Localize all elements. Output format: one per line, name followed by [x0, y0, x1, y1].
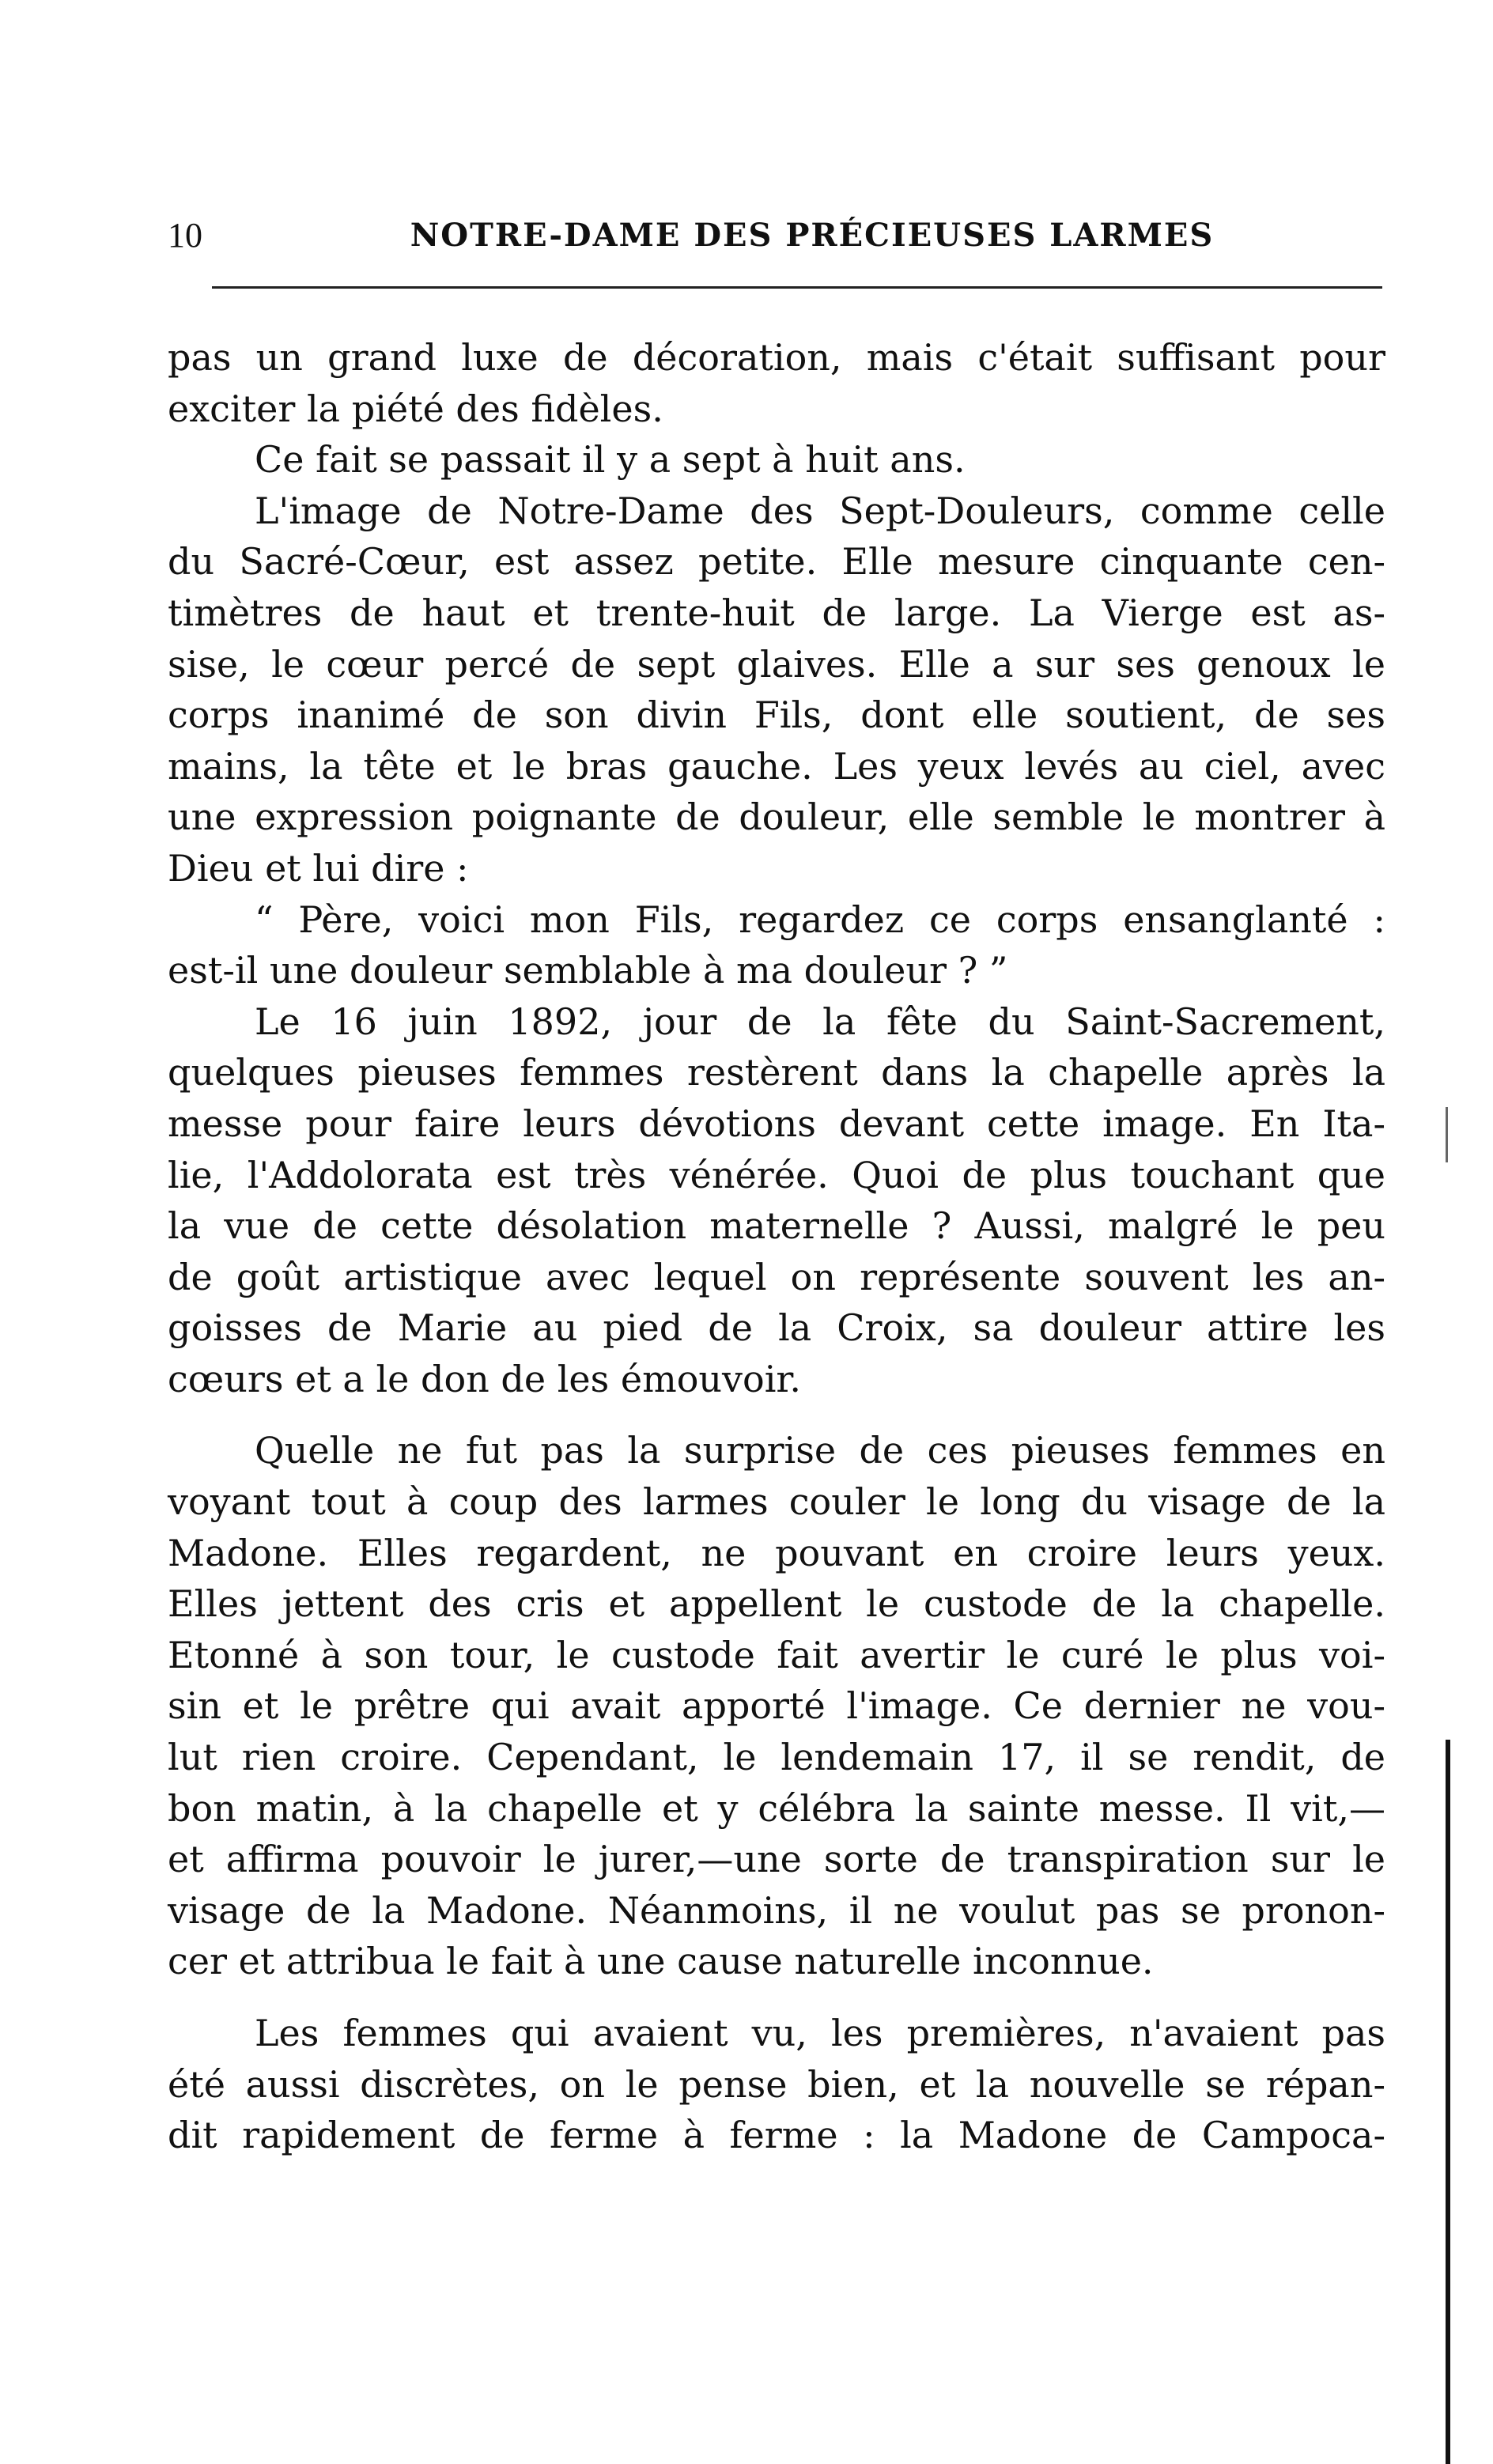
- text-line: bon matin, à la chapelle et y célébra la sainte messe. Il vit,—: [168, 1786, 1385, 1830]
- text-line: cer et attribua le fait à une cause naturelle inconnue.: [168, 1940, 1154, 1983]
- text-line: une expression poignante de douleur, elle semble le montrer à: [168, 796, 1385, 839]
- text-line: cœurs et a le don de les émouvoir.: [168, 1357, 801, 1400]
- text-line: lut rien croire. Cependant, le lendemain 17, il se rendit, de: [168, 1736, 1385, 1779]
- text-line: L'image de Notre-Dame des Sept-Douleurs, comme celle: [255, 489, 1385, 532]
- text-line: été aussi discrètes, on le pense bien, et la nouvelle se répan-: [168, 2062, 1385, 2106]
- text-line: voyant tout à coup des larmes couler le long du visage de la: [168, 1480, 1385, 1524]
- page-number: 10: [168, 215, 202, 255]
- text-line: mains, la tête et le bras gauche. Les yeux levés au ciel, avec: [168, 744, 1385, 788]
- text-line: pas un grand luxe de décoration, mais c'était suffisant pour: [168, 336, 1385, 379]
- text-line: “ Père, voici mon Fils, regardez ce corps ensanglanté :: [255, 898, 1385, 941]
- text-line: Dieu et lui dire :: [168, 846, 469, 890]
- text-line: quelques pieuses femmes restèrent dans la chapelle après la: [168, 1051, 1385, 1094]
- text-line: Le 16 juin 1892, jour de la fête du Saint-Sacrement,: [255, 1000, 1385, 1043]
- text-line: Etonné à son tour, le custode fait avertir le curé le plus voi-: [168, 1633, 1385, 1676]
- body-text: [168, 332, 1385, 2161]
- text-line: timètres de haut et trente-huit de large. La Vierge est as-: [168, 591, 1385, 634]
- text-line: sin et le prêtre qui avait apporté l'image. Ce dernier ne vou-: [168, 1684, 1385, 1728]
- text-line: et affirma pouvoir le jurer,—une sorte de transpiration sur le: [168, 1838, 1385, 1881]
- text-line: de goût artistique avec lequel on représente souvent les an-: [168, 1255, 1385, 1298]
- text-line: est-il une douleur semblable à ma douleur ? ”: [168, 949, 1008, 992]
- page-edge-shadow: [1446, 1740, 1450, 2464]
- text-line: la vue de cette désolation maternelle ? Aussi, malgré le peu: [168, 1204, 1385, 1248]
- margin-mark: [1446, 1107, 1448, 1162]
- text-line: Madone. Elles regardent, ne pouvant en croire leurs yeux.: [168, 1531, 1385, 1574]
- text-line: goisses de Marie au pied de la Croix, sa douleur attire les: [168, 1306, 1385, 1350]
- text-line: du Sacré-Cœur, est assez petite. Elle mesure cinquante cen-: [168, 540, 1385, 584]
- page-header: [168, 207, 1385, 263]
- text-line: dit rapidement de ferme à ferme : la Madone de Campoca-: [168, 2114, 1385, 2157]
- text-line: lie, l'Addolorata est très vénérée. Quoi de plus touchant que: [168, 1153, 1385, 1196]
- text-line: messe pour faire leurs dévotions devant cette image. En Ita-: [168, 1102, 1385, 1145]
- text-line: corps inanimé de son divin Fils, dont elle soutient, de ses: [168, 693, 1385, 737]
- text-line: Les femmes qui avaient vu, les premières, n'avaient pas: [255, 2012, 1385, 2054]
- text-line: sise, le cœur percé de sept glaives. Elle a sur ses genoux le: [168, 642, 1385, 686]
- text-line: exciter la piété des fidèles.: [168, 387, 663, 430]
- text-line: Ce fait se passait il y a sept à huit ans.: [255, 438, 966, 482]
- header-rule: [212, 286, 1382, 289]
- text-line: Quelle ne fut pas la surprise de ces pieuses femmes en: [255, 1429, 1385, 1472]
- text-line: Elles jettent des cris et appellent le custode de la chapelle.: [168, 1582, 1385, 1626]
- running-head: NOTRE-DAME DES PRÉCIEUSES LARMES: [410, 216, 1215, 254]
- text-line: visage de la Madone. Néanmoins, il ne voulut pas se pronon-: [168, 1888, 1385, 1932]
